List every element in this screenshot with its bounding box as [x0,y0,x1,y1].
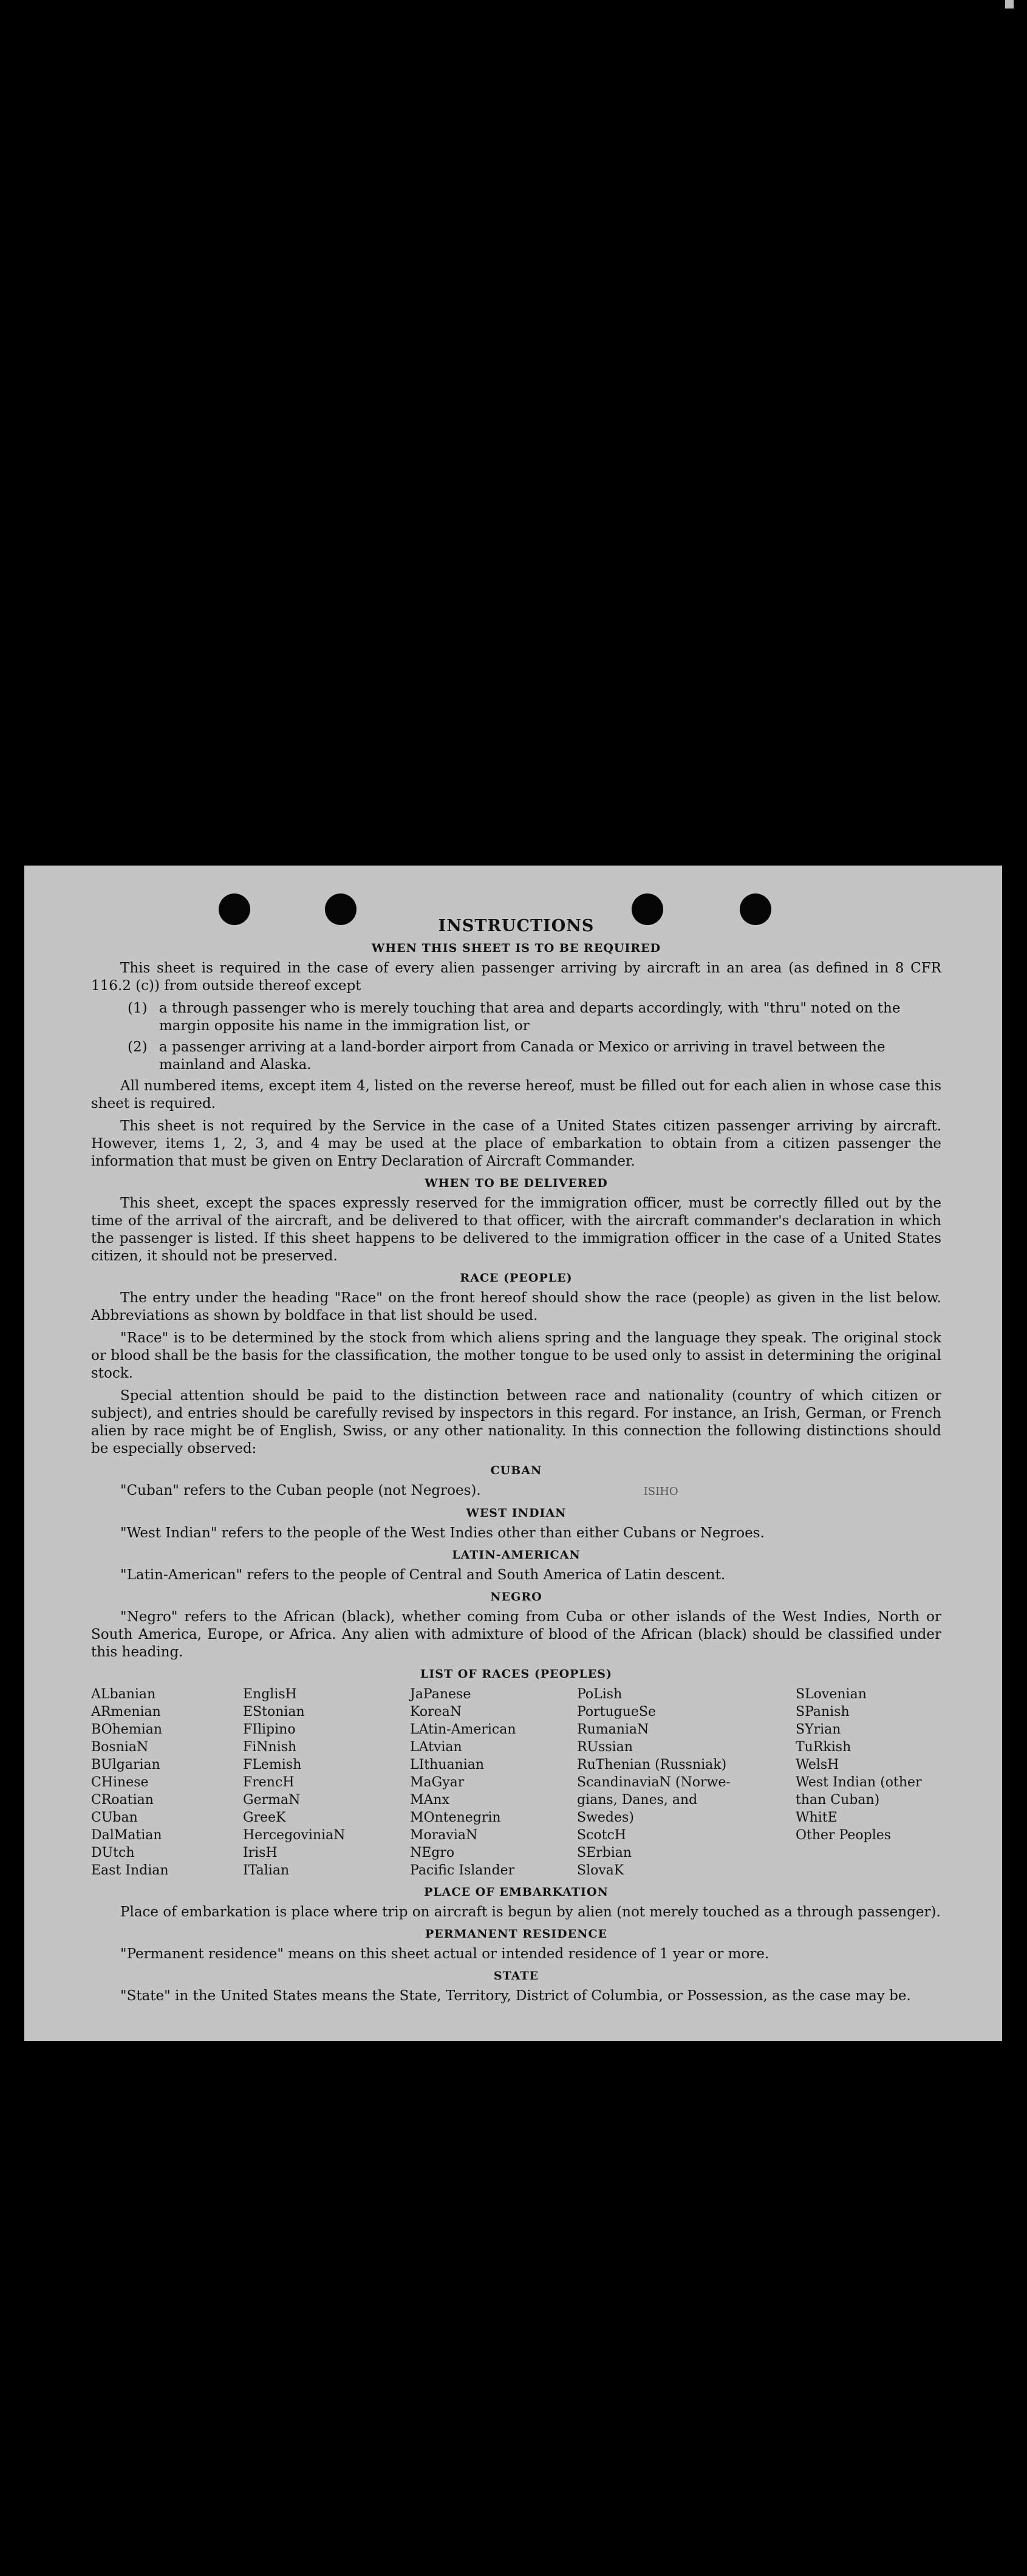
race-column: SLovenian SPanish SYrian TuRkish WelsH West Indian (other than Cuban) WhitE Other Peoples [796,1687,922,1843]
section-heading-race-list: LIST OF RACES (PEOPLES) [420,1667,612,1681]
cuban-text: "Cuban" refers to the Cuban people (not Negroes). [120,1483,481,1498]
race-list [91,1686,941,1879]
race-column: JaPanese KoreaN LAtin-American LAtvian LIthuanian MaGyar MAnx MOntenegrin MoraviaN NEgro Pacific Islander [410,1687,516,1878]
race-column: PoLish PortugueSe RumaniaN RUssian RuThenian (Russniak) ScandinaviaN (Norwe- gians, Danes, and Swedes) ScotcH SErbian SlovaK [577,1687,731,1878]
race-paragraph-1: The entry under the heading "Race" on the front hereof should show the race (people) as given in the list below. Abbreviations as shown by boldface in that list should be used. [91,1290,941,1324]
race-paragraph-3: Special attention should be paid to the distinction between race and nationality (country of which citizen or subject), and entries should be carefully revised by inspectors in this regard. For instance, an Irish, German, or French alien by race might be of English, Swiss, or any other nationality. In this connection the following distinctions should be especially observed: [91,1388,941,1457]
race-paragraph-2: "Race" is to be determined by the stock from which aliens spring and the language they speak. The original stock or blood shall be the basis for the classification, the mother tongue to be used only to assist in determining the original stock. [91,1330,941,1381]
delivered-paragraph: This sheet, except the spaces expressly reserved for the immigration officer, must be correctly filled out by the time of the arrival of the aircraft, and be delivered to that officer, with the aircraft commander's declaration in which the passenger is listed. If this sheet happens to be delivered to the immigration officer in the case of a United States citizen, it should not be preserved. [91,1195,941,1264]
citizen-paragraph: This sheet is not required by the Service in the case of a United States citizen passenger arriving by aircraft. However, items 1, 2, 3, and 4 may be used at the place of embarkation to obtain from a citizen passenger the information that must be given on Entry Declaration of Aircraft Commander. [91,1118,941,1169]
exception-number: (2) [128,1039,148,1055]
embarkation-paragraph: Place of embarkation is place where trip on aircraft is begun by alien (not merely touched as a through passenger). [120,1904,941,1920]
west-indian-paragraph: "West Indian" refers to the people of the West Indies other than either Cubans or Negroes. [120,1525,765,1541]
section-heading-state: STATE [493,1969,539,1983]
race-column: EnglisH EStonian FIlipino FiNnish FLemish FrencH GermaN GreeK HercegoviniaN IrisH ITalian [243,1687,346,1878]
section-heading-residence: PERMANENT RESIDENCE [425,1927,608,1941]
section-heading-negro: NEGRO [490,1590,542,1604]
exception-text: a passenger arriving at a land-border airport from Canada or Mexico or arriving in travel between the mainland and Alaska. [159,1039,885,1073]
section-heading-embarkation: PLACE OF EMBARKATION [424,1885,609,1899]
exception-text: a through passenger who is merely touching that area and departs accordingly, with "thru" noted on the margin opposite his name in the immigration list, or [159,1000,901,1034]
exception-item [128,1039,941,1074]
exception-number: (1) [128,1000,148,1016]
latin-american-paragraph: "Latin-American" refers to the people of Central and South America of Latin descent. [120,1567,726,1583]
residence-paragraph: "Permanent residence" means on this sheet actual or intended residence of 1 year or more. [120,1946,769,1962]
cuban-paragraph [91,1482,941,1500]
intro-paragraph: This sheet is required in the case of every alien passenger arriving by aircraft in an area (as defined in 8 CFR 116.2 (c)) from outside thereof except [91,960,941,994]
exception-item [128,1000,941,1035]
punch-hole [219,893,250,925]
scan-marker [1005,0,1014,9]
punch-hole [632,893,663,925]
section-heading-cuban: CUBAN [490,1464,542,1477]
section-heading-required: WHEN THIS SHEET IS TO BE REQUIRED [371,941,661,955]
numbered-items-paragraph: All numbered items, except item 4, listed on the reverse hereof, must be filled out for each alien in whose case this sheet is required. [91,1078,941,1112]
ink-stamp: ISIHO [643,1485,678,1498]
punch-hole [740,893,771,925]
state-paragraph: "State" in the United States means the State, Territory, District of Columbia, or Possession, as the case may be. [120,1988,911,2004]
section-heading-race: RACE (PEOPLE) [460,1271,573,1285]
section-heading-west-indian: WEST INDIAN [466,1506,567,1520]
punch-hole [325,893,357,925]
section-heading-latin-american: LATIN-AMERICAN [452,1548,581,1562]
page-title: INSTRUCTIONS [438,917,595,935]
race-column: ALbanian ARmenian BOhemian BosniaN BUlgarian CHinese CRoatian CUban DalMatian DUtch East Indian [91,1687,169,1878]
instruction-sheet [24,866,1002,2041]
section-heading-delivered: WHEN TO BE DELIVERED [425,1177,608,1190]
negro-paragraph: "Negro" refers to the African (black), whether coming from Cuba or other islands of the West Indies, North or South America, Europe, or Africa. Any alien with admixture of blood of the African (black) should be classified under this heading. [91,1609,941,1660]
